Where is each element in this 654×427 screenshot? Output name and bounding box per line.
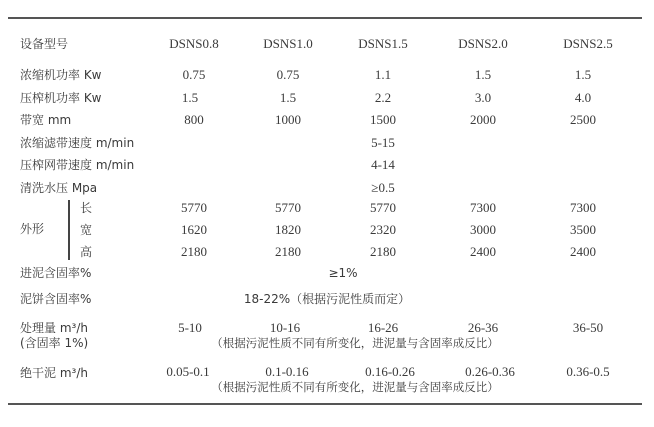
cell-length-2: 5770: [370, 200, 396, 215]
cell-thickener-power-1: 0.75: [276, 67, 300, 82]
cell-capacity-0: 5-10: [178, 320, 202, 335]
cell-length-3: 7300: [470, 200, 496, 215]
row-label-belt-width: 带宽 mm: [20, 113, 72, 127]
model-dsns0-8: DSNS0.8: [169, 36, 219, 51]
row-label-thickening-speed: 浓缩滤带速度 m/min: [20, 136, 135, 150]
cell-height-1: 2180: [275, 244, 301, 259]
cell-press-power-2: 2.2: [374, 90, 392, 105]
cell-height-4: 2400: [570, 244, 596, 259]
cell-height-3: 2400: [470, 244, 496, 259]
cell-width-2: 2320: [370, 222, 396, 237]
model-dsns1-5: DSNS1.5: [358, 36, 408, 51]
cell-inlet-solids: ≥1%: [328, 266, 358, 280]
model-dsns1-0: DSNS1.0: [263, 36, 313, 51]
cell-press-power-1: 1.5: [279, 90, 297, 105]
cell-belt-width-4: 2500: [570, 112, 596, 127]
row-label-inlet-solids: 进泥含固率%: [20, 266, 92, 280]
header-label: 设备型号: [20, 37, 69, 51]
cell-width-1: 1820: [275, 222, 301, 237]
cell-height-0: 2180: [181, 244, 207, 259]
cell-thickening-speed: 5-15: [371, 135, 395, 150]
row-label-thickener-power: 浓缩机功率 Kw: [20, 68, 102, 82]
cell-width-0: 1620: [181, 222, 207, 237]
cell-capacity-3: 26-36: [467, 320, 499, 335]
cell-press-speed: 4-14: [371, 157, 395, 172]
cell-length-0: 5770: [181, 200, 207, 215]
cell-thickener-power-4: 1.5: [574, 67, 592, 82]
dim-label-length: 长: [80, 201, 93, 215]
cell-dry-sludge-2: 0.16-0.26: [365, 364, 415, 379]
cell-belt-width-0: 800: [184, 112, 204, 127]
cell-dry-sludge-3: 0.26-0.36: [465, 364, 515, 379]
row-label-press-power: 压榨机功率 Kw: [20, 91, 102, 105]
row-label-wash-pressure: 清洗水压 Mpa: [20, 181, 98, 195]
row-label-press-speed: 压榨网带速度 m/min: [20, 158, 135, 172]
row-label-capacity: 处理量 m³/h: [20, 321, 88, 335]
cell-capacity-4: 36-50: [572, 320, 604, 335]
cell-wash-pressure: ≥0.5: [371, 180, 395, 195]
cell-belt-width-1: 1000: [275, 112, 301, 127]
row-label-cake-solids: 泥饼含固率%: [20, 292, 92, 306]
cell-cake-solids: 18-22%（根据污泥性质而定）: [243, 292, 411, 306]
model-dsns2-5: DSNS2.5: [563, 36, 613, 51]
cell-thickener-power-0: 0.75: [182, 67, 206, 82]
dimensions-bracket: [68, 200, 70, 260]
row-label-dry-sludge: 绝干泥 m³/h: [20, 366, 88, 380]
cell-press-power-3: 3.0: [474, 90, 492, 105]
cell-capacity-2: 16-26: [367, 320, 399, 335]
cell-belt-width-3: 2000: [470, 112, 496, 127]
row-label-capacity-solids: (含固率 1%): [20, 336, 89, 350]
row-label-dimensions: 外形: [20, 222, 45, 236]
cell-belt-width-2: 1500: [370, 112, 396, 127]
cell-press-power-4: 4.0: [574, 90, 592, 105]
cell-dry-sludge-1: 0.1-0.16: [265, 364, 309, 379]
table-top-rule: [8, 17, 642, 19]
cell-capacity-1: 10-16: [269, 320, 301, 335]
dim-label-width: 宽: [80, 223, 93, 237]
dim-label-height: 高: [80, 245, 93, 259]
model-dsns2-0: DSNS2.0: [458, 36, 508, 51]
cell-press-power-0: 1.5: [181, 90, 199, 105]
cell-length-4: 7300: [570, 200, 596, 215]
cell-dry-sludge-4: 0.36-0.5: [566, 364, 610, 379]
capacity-note: （根据污泥性质不同有所变化，进泥量与含固率成反比）: [211, 336, 499, 350]
cell-height-2: 2180: [370, 244, 396, 259]
table-bottom-rule: [8, 403, 642, 405]
cell-dry-sludge-0: 0.05-0.1: [166, 364, 210, 379]
cell-width-4: 3500: [570, 222, 596, 237]
cell-thickener-power-3: 1.5: [474, 67, 492, 82]
cell-length-1: 5770: [275, 200, 301, 215]
dry-sludge-note: （根据污泥性质不同有所变化，进泥量与含固率成反比）: [211, 380, 499, 394]
cell-width-3: 3000: [470, 222, 496, 237]
cell-thickener-power-2: 1.1: [374, 67, 392, 82]
